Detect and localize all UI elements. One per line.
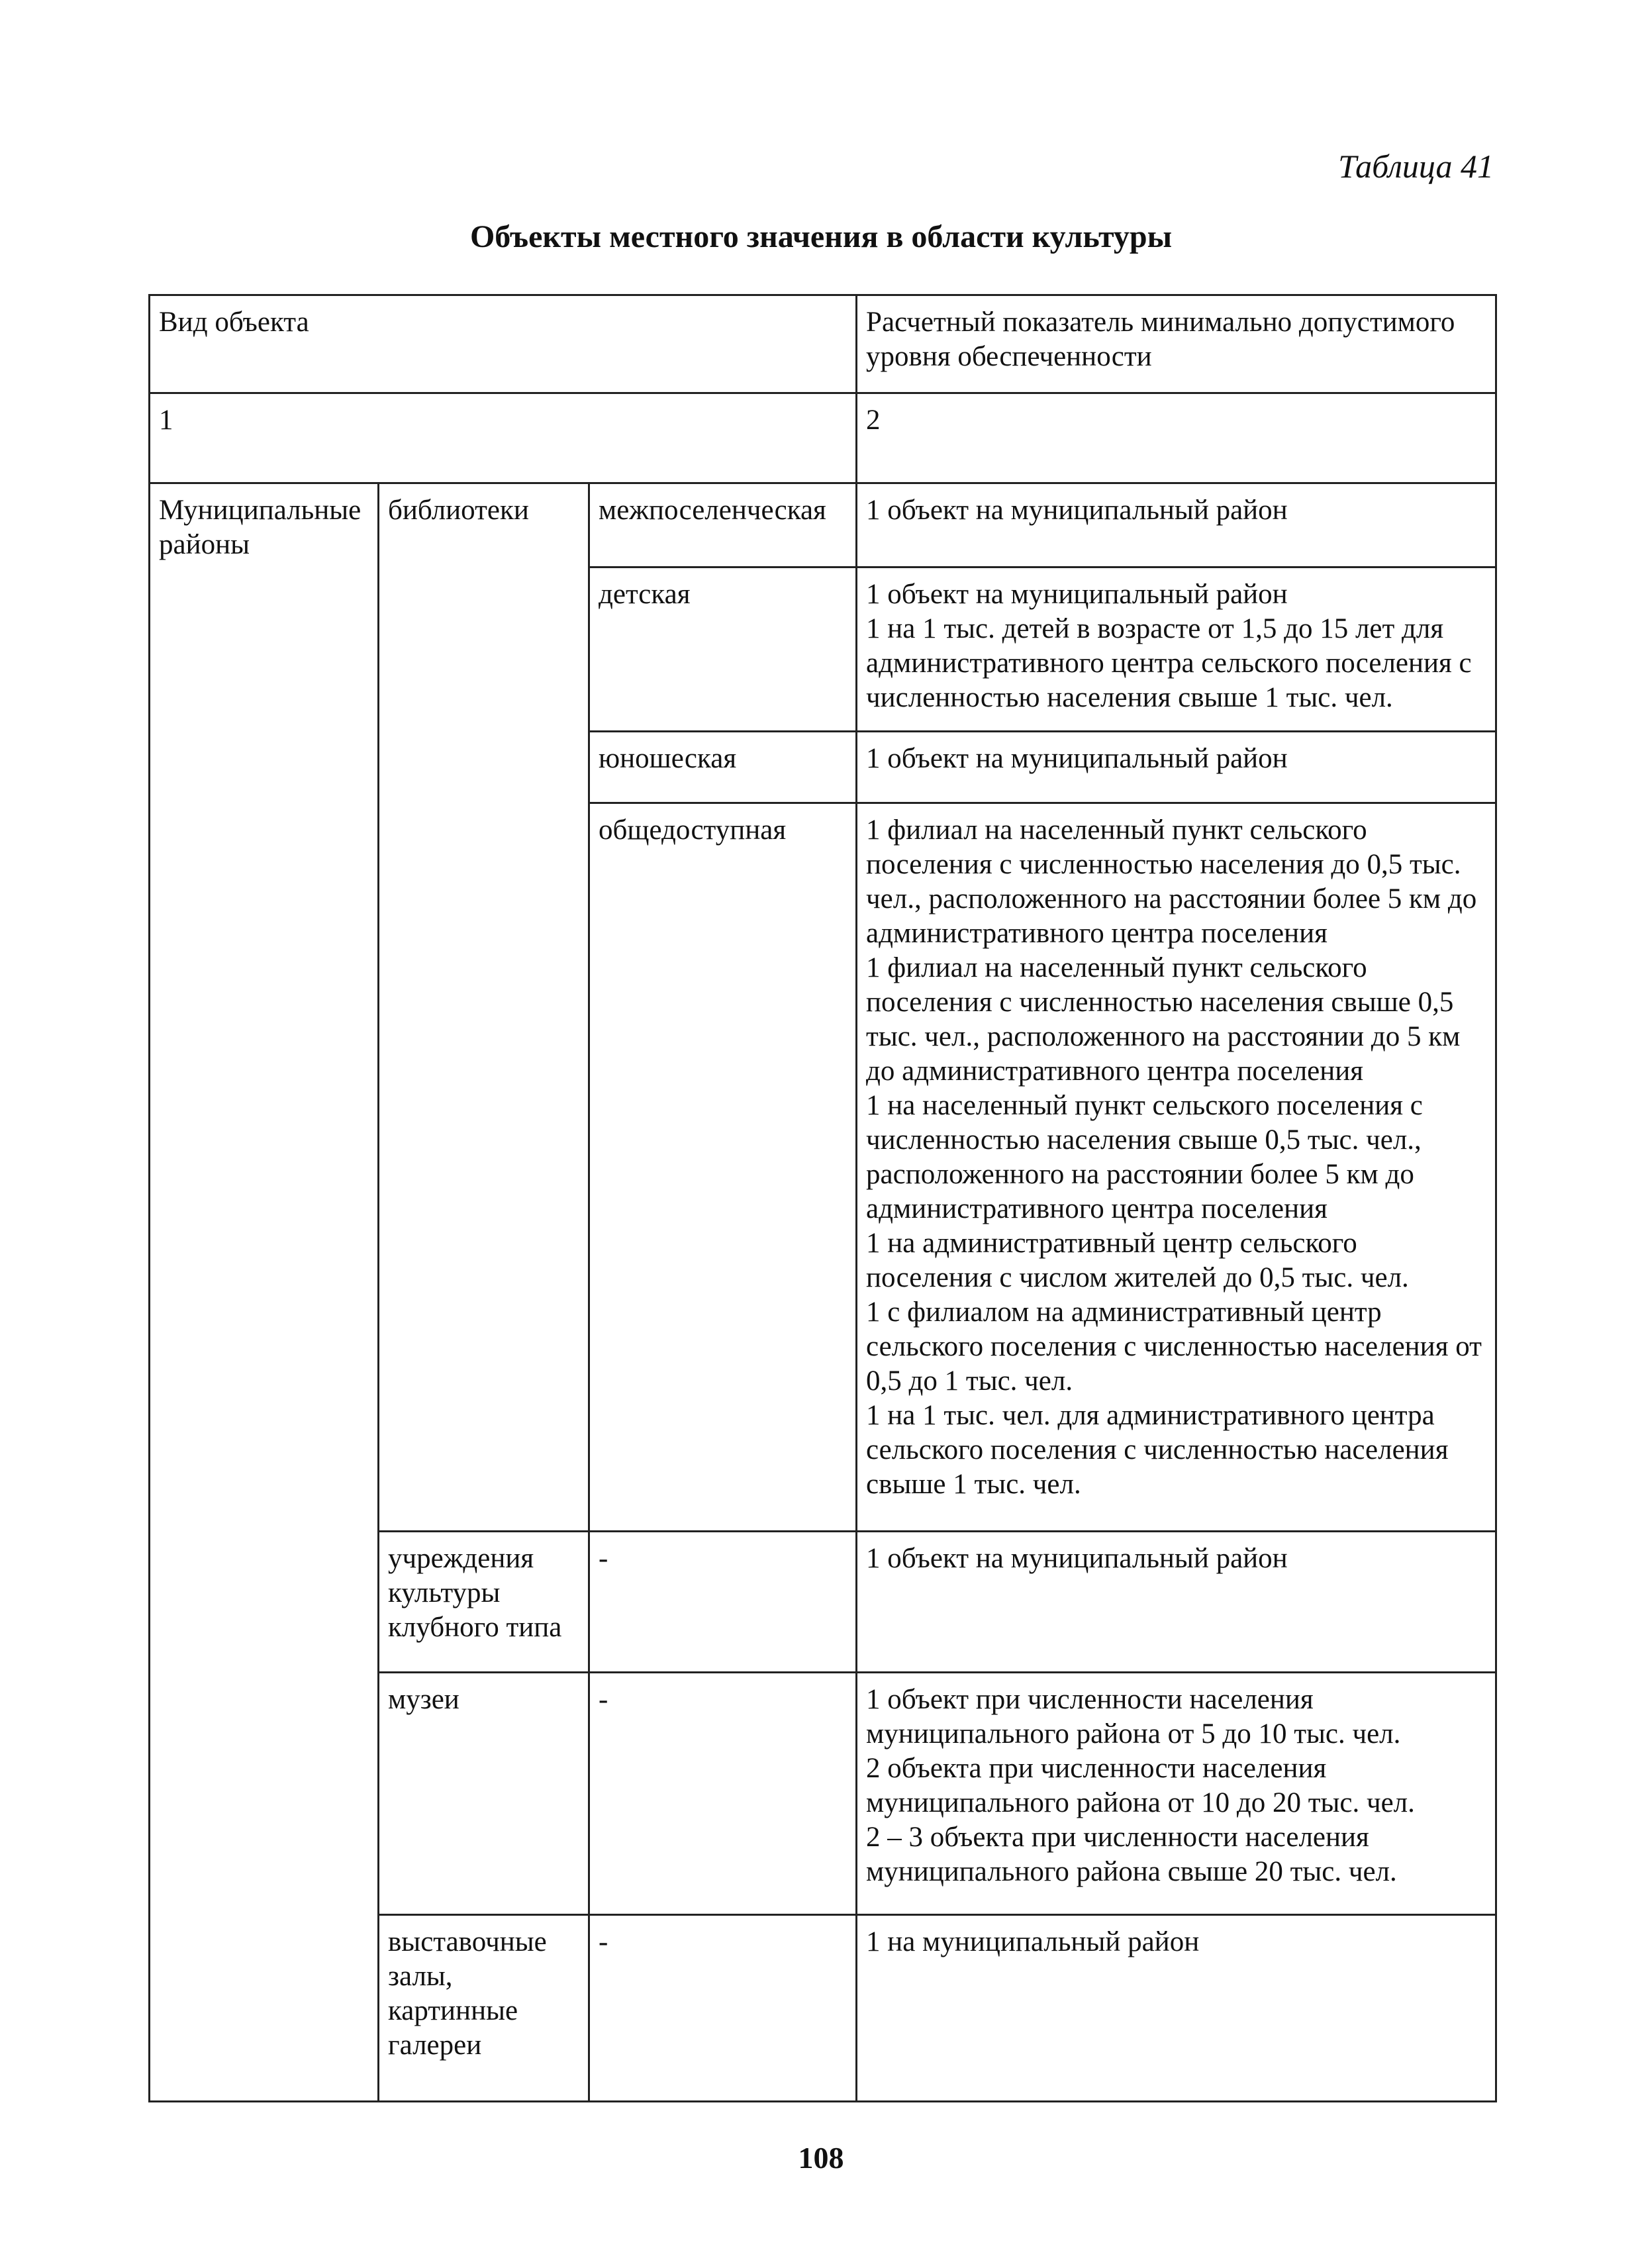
subtype-museums: - xyxy=(589,1673,857,1915)
value-line: 1 на 1 тыс. детей в возрасте от 1,5 до 15 лет для административного центра сельского поселения с численностью населения свыше 1 тыс. чел. xyxy=(866,613,1472,713)
value-galleries: 1 на муниципальный район xyxy=(857,1915,1496,2102)
subtype-interregional: межпоселенческая xyxy=(589,483,857,567)
value-line: 1 объект на муниципальный район xyxy=(866,579,1288,610)
value-line: 1 на населенный пункт сельского поселения с численностью населения свыше 0,5 тыс. чел., расположенного на расстоянии более 5 км до административного центра поселения xyxy=(866,1090,1423,1224)
value-public xyxy=(857,803,1496,1532)
value-line: 1 филиал на населенный пункт сельского поселения с численностью населения свыше 0,5 тыс. чел., расположенного на расстоянии до 5 км до административного центра поселения xyxy=(866,952,1461,1087)
value-youth: 1 объект на муниципальный район xyxy=(857,732,1496,803)
value-line: 1 объект при численности населения муниципального района от 5 до 10 тыс. чел. xyxy=(866,1684,1401,1750)
page-number: 108 xyxy=(798,2141,844,2175)
value-clubs: 1 объект на муниципальный район xyxy=(857,1532,1496,1673)
category-galleries: выставочные залы, картинные галереи xyxy=(379,1915,589,2102)
numbering-row xyxy=(150,393,1496,483)
value-line: 2 – 3 объекта при численности населения муниципального района свыше 20 тыс. чел. xyxy=(866,1822,1397,1887)
group-label-municipal-districts: Муниципальные районы xyxy=(150,483,379,2102)
subtype-clubs: - xyxy=(589,1532,857,1673)
subtype-children: детская xyxy=(589,567,857,732)
header-object-type: Вид объекта xyxy=(150,295,857,393)
header-indicator: Расчетный показатель минимально допустимого уровня обеспеченности xyxy=(857,295,1496,393)
value-line: 1 с филиалом на административный центр сельского поселения с численностью населения от 0,5 до 1 тыс. чел. xyxy=(866,1297,1482,1397)
value-line: 1 на административный центр сельского поселения с числом жителей до 0,5 тыс. чел. xyxy=(866,1228,1409,1293)
value-line: 1 на 1 тыс. чел. для административного центра сельского поселения с численностью населения свыше 1 тыс. чел. xyxy=(866,1400,1449,1500)
table-row xyxy=(150,483,1496,567)
subtype-galleries: - xyxy=(589,1915,857,2102)
column-number-1: 1 xyxy=(150,393,857,483)
subtype-public: общедоступная xyxy=(589,803,857,1532)
table-label: Таблица 41 xyxy=(1338,148,1494,185)
value-museums xyxy=(857,1673,1496,1915)
subtype-youth: юношеская xyxy=(589,732,857,803)
culture-objects-table xyxy=(148,294,1497,2102)
column-number-2: 2 xyxy=(857,393,1496,483)
value-interregional: 1 объект на муниципальный район xyxy=(857,483,1496,567)
header-row xyxy=(150,295,1496,393)
category-libraries: библиотеки xyxy=(379,483,589,1532)
value-line: 2 объекта при численности населения муниципального района от 10 до 20 тыс. чел. xyxy=(866,1753,1415,1818)
page-title: Объекты местного значения в области культуры xyxy=(469,219,1173,254)
value-line: 1 филиал на населенный пункт сельского поселения с численностью населения до 0,5 тыс. чел., расположенного на расстоянии более 5 км до административного центра поселения xyxy=(866,814,1477,949)
category-museums: музеи xyxy=(379,1673,589,1915)
value-children xyxy=(857,567,1496,732)
category-clubs: учреждения культуры клубного типа xyxy=(379,1532,589,1673)
